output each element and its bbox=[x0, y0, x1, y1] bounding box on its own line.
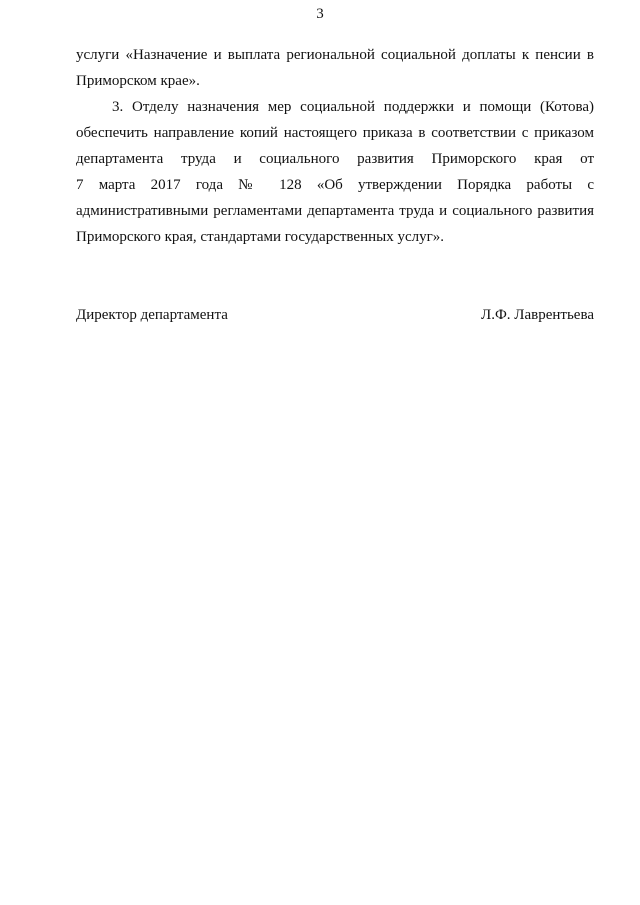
paragraph-line: 7 марта 2017 года № 128 «Об утверждении Порядка работы с bbox=[76, 177, 594, 193]
signature-block bbox=[76, 304, 594, 326]
paragraph-line: услуги «Назначение и выплата региональной социальной доплаты к пенсии в bbox=[76, 47, 594, 63]
paragraph-item-3 bbox=[76, 94, 594, 250]
paragraph-line: Приморском крае». bbox=[76, 73, 200, 89]
paragraph-line: Приморского края, стандартами государственных услуг». bbox=[76, 229, 444, 245]
signatory-position: Директор департамента bbox=[76, 307, 228, 323]
paragraph-line: департамента труда и социального развития Приморского края от bbox=[76, 151, 594, 167]
page-number: 3 bbox=[316, 6, 324, 22]
paragraph-line: административными регламентами департамента труда и социального развития bbox=[76, 203, 594, 219]
signatory-name: Л.Ф. Лаврентьева bbox=[481, 307, 594, 323]
paragraph-line: обеспечить направление копий настоящего приказа в соответствии с приказом bbox=[76, 125, 594, 141]
paragraph-line: 3. Отделу назначения мер социальной поддержки и помощи (Котова) bbox=[112, 99, 594, 115]
paragraph-continuation bbox=[76, 42, 594, 94]
